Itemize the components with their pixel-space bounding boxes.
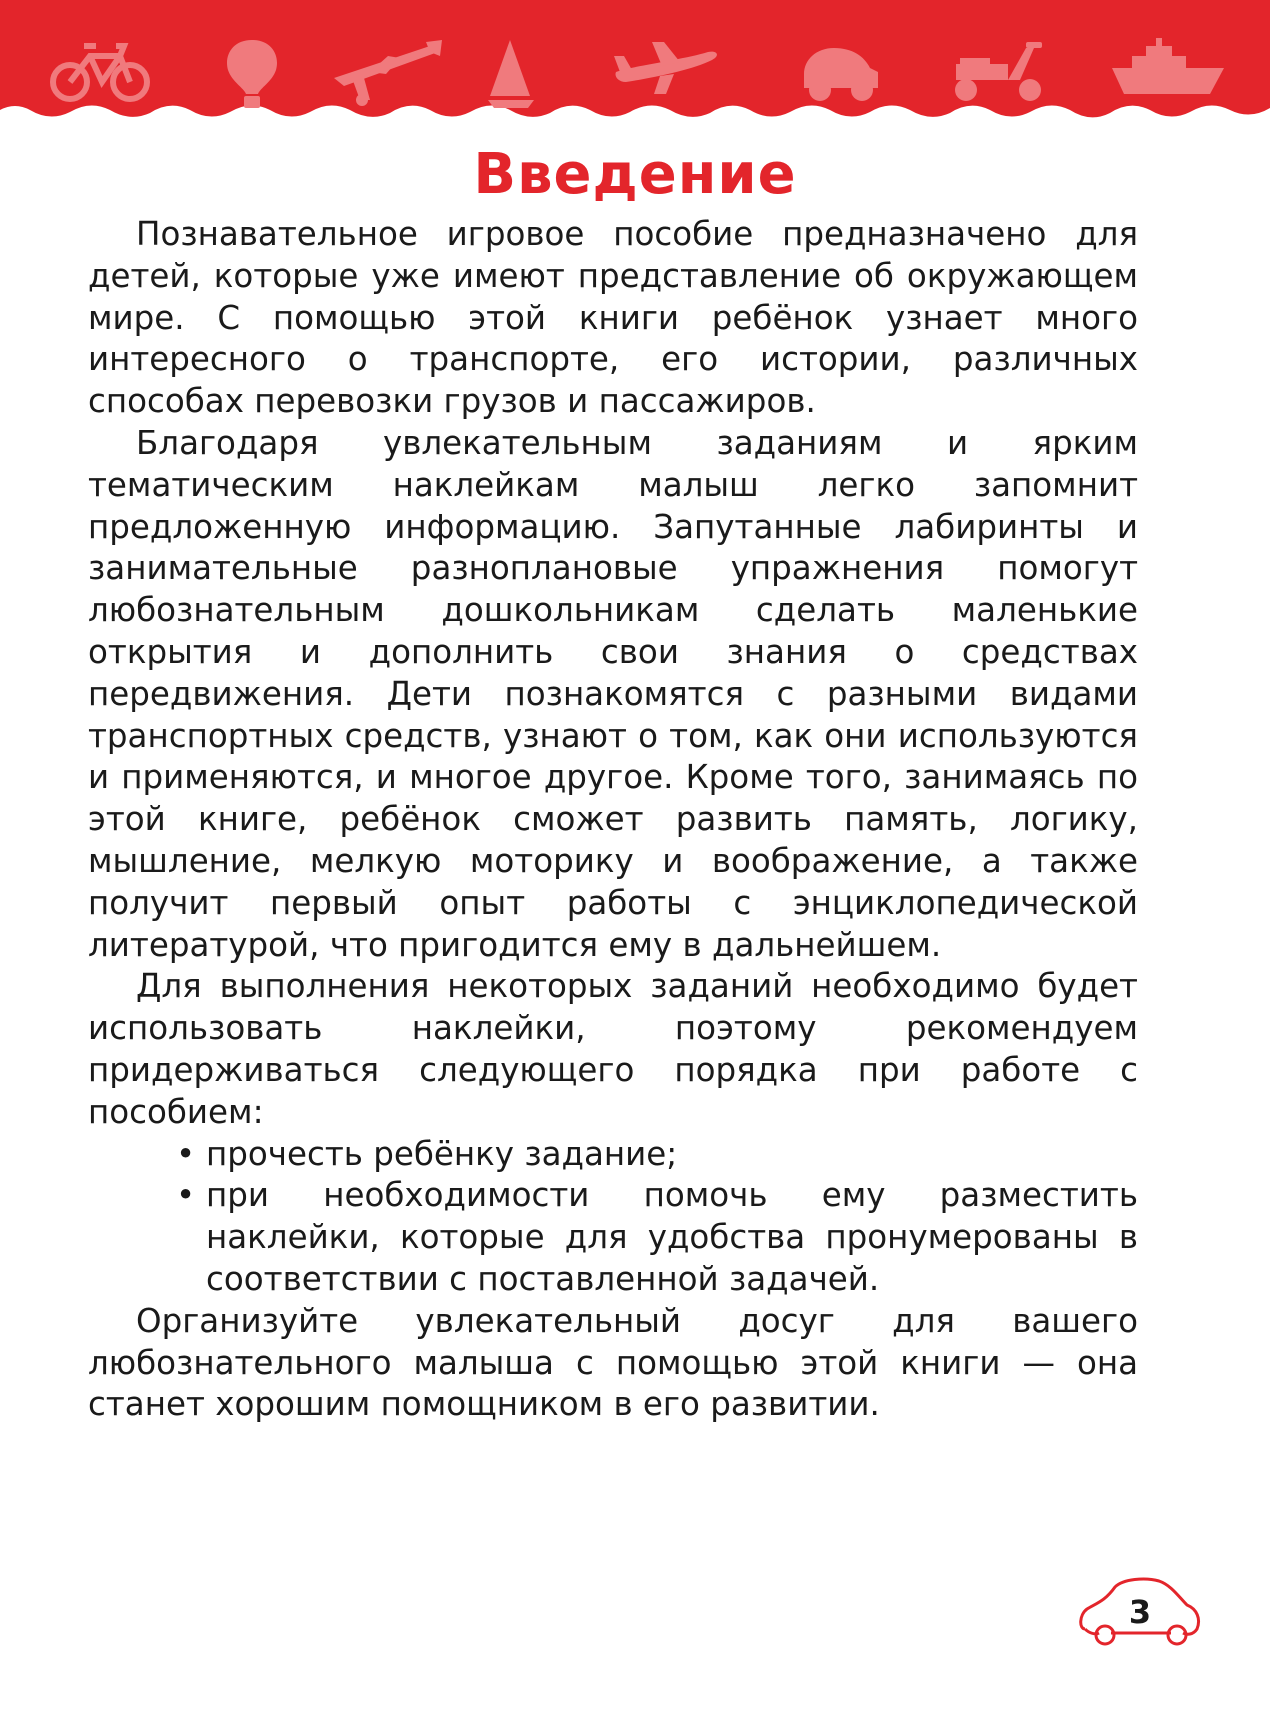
list-item-text: прочесть ребёнку задание; (206, 1134, 678, 1173)
body-text (88, 214, 1138, 1426)
car-icon (798, 38, 884, 104)
instruction-list (88, 1134, 1138, 1301)
page-number-badge (1075, 1575, 1205, 1650)
jet-plane-icon (612, 38, 722, 98)
bullet-icon: • (176, 1134, 196, 1173)
ship-icon (1110, 38, 1226, 98)
list-item (176, 1134, 1138, 1176)
sailboat-icon (486, 38, 536, 110)
scooter-icon (946, 38, 1048, 104)
page-title: Введение (473, 142, 797, 207)
paragraph-instructions: Для выполнения некоторых заданий необходимо будет использовать наклейки, поэтому рекомендуем придерживаться следующего порядка при работе с пособием: (88, 967, 1138, 1131)
balloon-icon (222, 38, 282, 110)
list-item-text: при необходимости помочь ему разместить наклейки, которые для удобства пронумерованы в соответствии с поставленной задачей. (206, 1176, 1138, 1298)
list-item (176, 1175, 1138, 1300)
bicycle-icon (50, 38, 152, 104)
paragraph-intro: Познавательное игровое пособие предназначено для детей, которые уже имеют представление об окружающем мире. С помощью этой книги ребёнок узнает много интересного о транспорте, его истории, различных способах перевозки грузов и пассажиров. (88, 215, 1138, 421)
page-number: 3 (1128, 1593, 1152, 1631)
airplane-old-icon (330, 38, 448, 108)
bullet-icon: • (176, 1176, 196, 1215)
paragraph-closing: Организуйте увлекательный досуг для вашего любознательного малыша с помощью этой книги — она станет хорошим помощником в его развитии. (88, 1301, 1138, 1424)
paragraph-benefits: Благодаря увлекательным заданиям и ярким тематическим наклейкам малыш легко запомнит предложенную информацию. Запутанные лабиринты и занимательные разноплановые упражнения помогут любознательным дошкольникам сделать маленькие открытия и дополнить свои знания о средствах передвижения. Дети познакомятся с разными видами транспортных средств, узнают о том, как они используются и применяются, и многое другое. Кроме того, занимаясь по этой книге, ребёнок сможет развить память, логику, мышление, мелкую моторику и воображение, а также получит первый опыт работы с энциклопедической литературой, что пригодится ему в дальнейшем. (88, 423, 1138, 964)
